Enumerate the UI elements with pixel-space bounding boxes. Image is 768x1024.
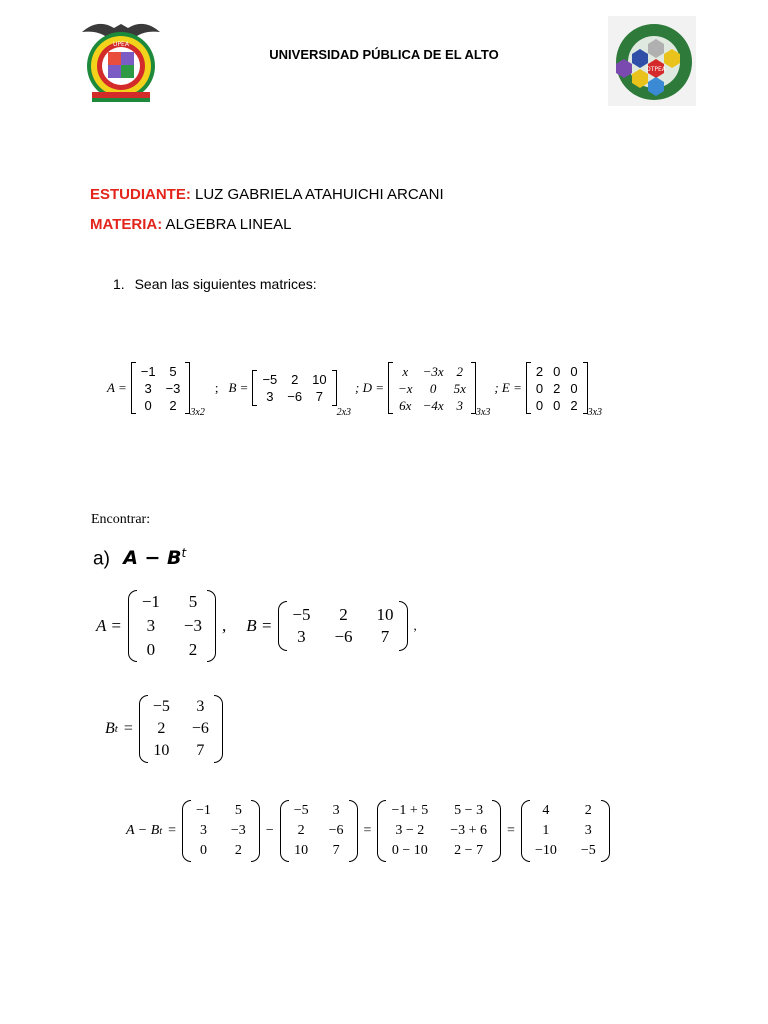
matrix-cell: 0: [535, 380, 544, 396]
matrix-cell: −10: [534, 843, 557, 858]
matrix-cell: x: [402, 363, 409, 379]
matrix-cell: 5 − 3: [454, 803, 484, 818]
restate-a-name: A =: [96, 616, 122, 635]
matrix-cell: −1 + 5: [391, 803, 429, 818]
matrix-cell: 0: [199, 843, 207, 858]
result-equation: [126, 800, 610, 862]
matrix-cell: 2: [584, 803, 592, 818]
result-eq-1: =: [168, 823, 176, 838]
question-text: Sean las siguientes matrices:: [134, 276, 317, 292]
university-title: UNIVERSIDAD PÚBLICA DE EL ALTO: [269, 47, 499, 62]
def-e-name: ; E =: [494, 380, 522, 395]
matrix-cell: −3: [165, 380, 181, 396]
matrix-cell: 2: [570, 397, 578, 413]
matrix-cell: −3 + 6: [450, 823, 488, 838]
matrix-cell: 7: [332, 843, 340, 858]
def-b-dim: 2x3: [336, 407, 352, 418]
matrix-cell: 2: [157, 720, 166, 737]
result-minus: −: [265, 823, 274, 838]
def-a-sep: ;: [214, 380, 219, 395]
matrix-cell: −6: [334, 627, 353, 646]
faculty-logo: [608, 16, 696, 106]
matrix-cell: 5: [234, 803, 242, 818]
matrix-cell: 0: [146, 640, 156, 659]
matrix-cell: 0: [553, 363, 561, 379]
matrix-cell: 10: [153, 742, 170, 759]
matrix-cell: 6x: [399, 397, 412, 413]
transpose-matrix: [148, 696, 214, 762]
matrix-definitions: [107, 362, 603, 418]
part-a-heading: [93, 546, 186, 570]
matrix-cell: −3: [230, 823, 246, 838]
matrix-cell: −6: [191, 720, 209, 737]
matrix-cell: 0: [570, 380, 578, 396]
matrix-cell: 0: [553, 397, 561, 413]
part-a-expr: A − B: [123, 547, 182, 570]
encontrar-label: Encontrar:: [91, 512, 151, 527]
matrix-cell: 3: [199, 823, 207, 838]
matrix-cell: −4x: [422, 397, 444, 413]
matrix-cell: 2: [456, 363, 463, 379]
def-d-dim: 3x3: [475, 407, 491, 418]
matrix-cell: 2: [169, 397, 177, 413]
restate-b-name: B =: [246, 616, 273, 635]
def-e-matrix: [531, 363, 583, 414]
matrix-cell: 2: [339, 605, 348, 624]
matrix-cell: −1: [141, 592, 160, 611]
result-m3: [386, 801, 492, 861]
matrix-cell: 2: [188, 640, 198, 659]
matrix-cell: 3: [332, 803, 340, 818]
result-m2: [289, 801, 349, 861]
matrix-cell: 3: [144, 380, 152, 396]
matrix-cell: 10: [294, 843, 309, 858]
def-a-dim: 3x2: [190, 407, 205, 418]
matrix-cell: 0: [535, 397, 544, 413]
transpose-eq: =: [123, 720, 133, 737]
matrix-cell: 1: [542, 823, 550, 838]
matrix-cell: 5x: [453, 380, 466, 396]
def-d-name: ; D =: [355, 380, 385, 395]
matrix-cell: 7: [315, 389, 323, 404]
matrix-cell: 2: [535, 363, 544, 379]
matrix-cell: −6: [328, 823, 344, 838]
matrix-cell: 7: [380, 627, 390, 646]
question-number: 1.: [113, 276, 125, 292]
matrix-cell: −1: [196, 803, 211, 818]
matrix-cell: 0: [429, 380, 437, 396]
matrix-cell: 2: [291, 372, 299, 387]
matrix-cell: 2: [553, 380, 561, 396]
matrix-cell: −5: [292, 605, 311, 624]
restate-a-matrix: [137, 590, 207, 662]
result-m1: [191, 801, 251, 861]
matrix-cell: −5: [580, 843, 596, 858]
def-e-dim: 3x3: [587, 407, 603, 418]
transpose-name: B: [105, 720, 115, 737]
matrix-cell: 3: [196, 698, 205, 715]
student-line: [90, 186, 444, 203]
logo-lettering: UPEA: [113, 41, 129, 48]
matrix-cell: −5: [293, 803, 309, 818]
matrix-cell: −5: [152, 698, 170, 715]
subject-line: [90, 216, 291, 233]
def-b-matrix: [257, 371, 331, 405]
subject-label: MATERIA:: [90, 216, 163, 233]
matrix-cell: −1: [140, 363, 156, 379]
matrix-cell: 3: [584, 823, 592, 838]
matrix-cell: −3: [183, 616, 202, 635]
matrix-cell: 3: [456, 397, 463, 413]
matrix-cell: 4: [542, 803, 550, 818]
def-a-matrix: [136, 363, 186, 414]
def-a-name: A =: [107, 380, 127, 395]
matrix-cell: 0 − 10: [391, 843, 428, 858]
restate-matrices: [96, 590, 417, 662]
subject-name: ALGEBRA LINEAL: [162, 216, 292, 233]
matrix-cell: 7: [196, 742, 205, 759]
matrix-cell: −5: [262, 372, 278, 387]
matrix-cell: 5: [169, 363, 177, 379]
result-eq-2: =: [363, 823, 372, 838]
question-1: [113, 276, 317, 292]
transpose-sup: t: [114, 723, 118, 735]
matrix-cell: 3: [146, 616, 156, 635]
logo-lettering: DTPEA: [646, 66, 666, 73]
restate-comma-1: ,: [222, 616, 227, 635]
result-eq-3: =: [507, 823, 515, 838]
result-m4: [530, 801, 601, 861]
matrix-cell: 2: [297, 823, 305, 838]
matrix-cell: 3 − 2: [395, 823, 425, 838]
result-sup: t: [159, 825, 163, 837]
student-label: ESTUDIANTE:: [90, 186, 191, 203]
matrix-cell: 0: [144, 397, 152, 413]
matrix-cell: 0: [570, 363, 578, 379]
matrix-cell: 3: [266, 389, 274, 404]
matrix-cell: 10: [312, 372, 327, 387]
restate-b-matrix: [287, 604, 398, 648]
transpose-b: [105, 695, 223, 763]
matrix-cell: 5: [188, 592, 198, 611]
part-a-sup: t: [181, 546, 187, 560]
restate-comma-2: ,: [413, 618, 417, 633]
matrix-cell: 2 − 7: [454, 843, 484, 858]
matrix-cell: −6: [287, 389, 303, 404]
result-lhs: A − B: [126, 823, 160, 838]
def-b-name: B =: [228, 380, 249, 395]
matrix-cell: 3: [297, 627, 306, 646]
matrix-cell: −x: [398, 380, 413, 396]
student-name: LUZ GABRIELA ATAHUICHI ARCANI: [190, 186, 444, 203]
matrix-cell: −3x: [422, 363, 444, 379]
matrix-cell: 10: [376, 605, 394, 624]
def-d-matrix: [393, 363, 471, 414]
matrix-cell: 2: [234, 843, 242, 858]
part-a-label: a): [93, 548, 110, 570]
